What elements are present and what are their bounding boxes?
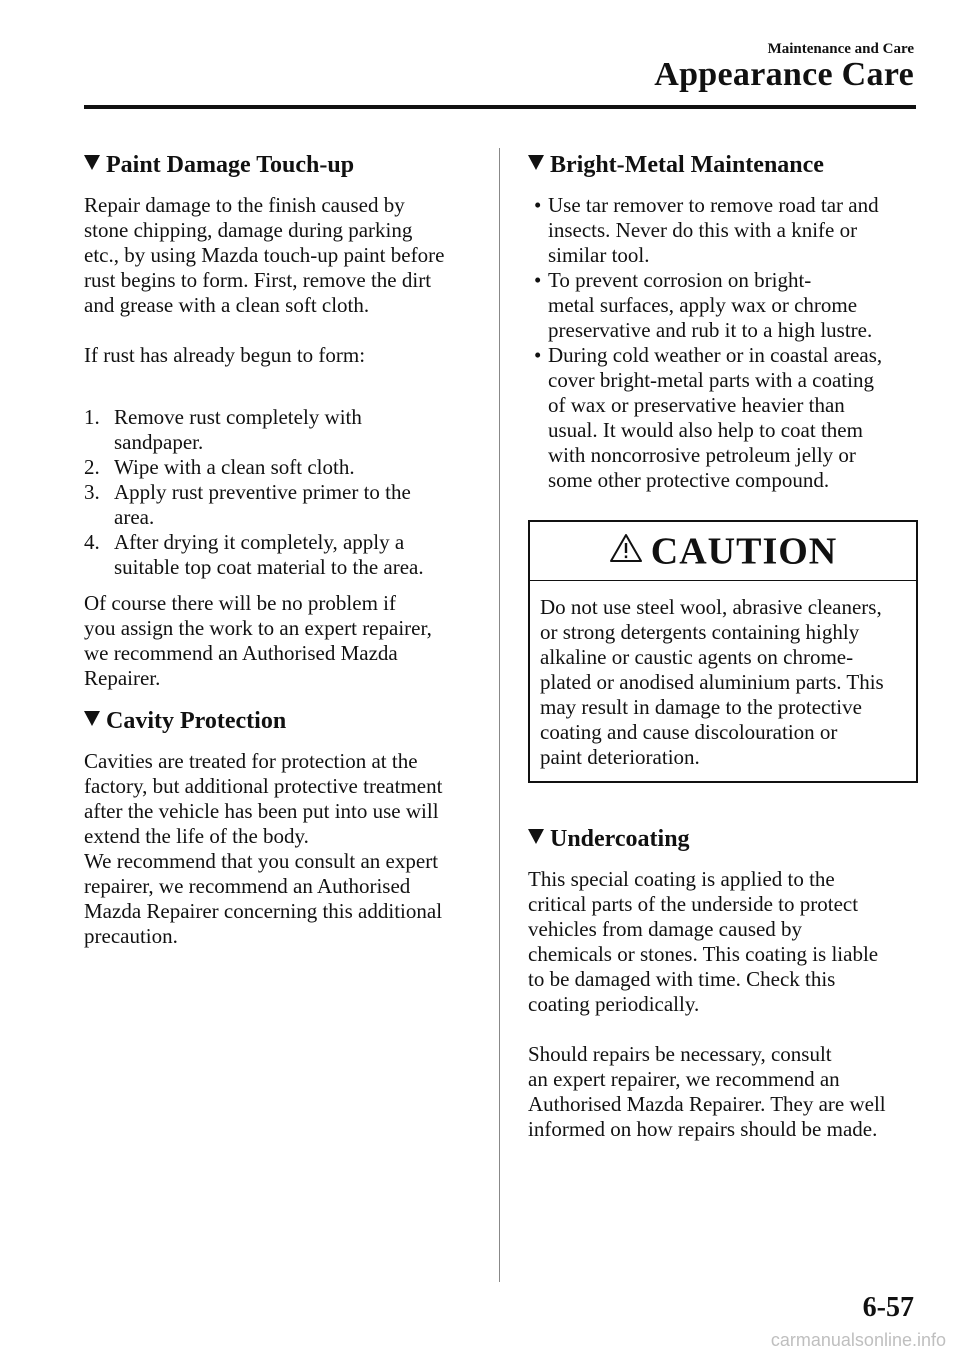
list-item	[528, 268, 918, 343]
list-item	[84, 405, 476, 455]
text-line: etc., by using Mazda touch-up paint before	[84, 243, 445, 267]
text-line: Repair damage to the finish caused by	[84, 193, 405, 217]
text-line: To prevent corrosion on bright-	[548, 268, 812, 292]
bullet-icon: •	[534, 343, 542, 367]
text-line: with noncorrosive petroleum jelly or	[548, 443, 856, 467]
text-line: metal surfaces, apply wax or chrome	[548, 293, 858, 317]
text-line: cover bright-metal parts with a coating	[548, 368, 874, 392]
text-line: stone chipping, damage during parking	[84, 218, 413, 242]
text-line: We recommend that you consult an expert	[84, 849, 439, 873]
text-line: of wax or preservative heavier than	[548, 393, 845, 417]
repairs-paragraph	[528, 1042, 918, 1142]
bullet-icon: •	[534, 268, 542, 292]
rust-intro: If rust has already begun to form:	[84, 343, 366, 367]
text-line: coating and cause discolouration or	[540, 720, 838, 744]
text-line: extend the life of the body.	[84, 824, 309, 848]
text-line: Of course there will be no problem if	[84, 591, 396, 615]
text-line: paint deterioration.	[540, 745, 700, 769]
caution-box	[528, 520, 918, 783]
bright-metal-list	[528, 193, 918, 493]
triangle-down-icon	[528, 155, 544, 170]
text-line: precaution.	[84, 924, 178, 948]
text-line: vehicles from damage caused by	[528, 917, 803, 941]
triangle-down-icon	[84, 711, 100, 726]
triangle-down-icon	[84, 155, 100, 170]
text-line: After drying it completely, apply a	[114, 530, 405, 554]
text-line: repairer, we recommend an Authorised	[84, 874, 411, 898]
text-line: may result in damage to the protective	[540, 695, 862, 719]
text-line: sandpaper.	[114, 430, 204, 454]
header-rule	[84, 105, 916, 109]
text-line: plated or anodised aluminium parts. This	[540, 670, 884, 694]
section-label: Maintenance and Care	[767, 41, 914, 57]
text-line: or strong detergents containing highly	[540, 620, 860, 644]
text-line: an expert repairer, we recommend an	[528, 1067, 840, 1091]
text-line: Use tar remover to remove road tar and	[548, 193, 879, 217]
text-line: you assign the work to an expert repairer,	[84, 616, 432, 640]
caution-body	[530, 581, 916, 781]
step-number: 1.	[84, 405, 100, 429]
column-divider	[499, 148, 500, 1282]
text-line: This special coating is applied to the	[528, 867, 835, 891]
text-line: Authorised Mazda Repairer. They are well	[528, 1092, 886, 1116]
undercoating-heading	[528, 824, 918, 854]
text-line: Wipe with a clean soft cloth.	[114, 455, 355, 479]
bullet-icon: •	[534, 193, 542, 217]
bright-metal-heading	[528, 150, 918, 180]
left-column	[84, 150, 476, 949]
heading-text: Bright-Metal Maintenance	[550, 152, 824, 178]
text-line: after the vehicle has been put into use will	[84, 799, 439, 823]
text-line: Apply rust preventive primer to the	[114, 480, 411, 504]
step-number: 3.	[84, 480, 100, 504]
text-line: some other protective compound.	[548, 468, 830, 492]
paint-touchup-heading	[84, 150, 476, 180]
text-line: we recommend an Authorised Mazda	[84, 641, 398, 665]
text-line: rust begins to form. First, remove the dirt	[84, 268, 432, 292]
text-line: Mazda Repairer concerning this additional	[84, 899, 443, 923]
heading-text: Undercoating	[550, 826, 690, 852]
triangle-down-icon	[528, 829, 544, 844]
list-item	[528, 193, 918, 268]
caution-header	[530, 522, 916, 581]
text-line: preservative and rub it to a high lustre.	[548, 318, 873, 342]
text-line: Should repairs be necessary, consult	[528, 1042, 832, 1066]
page-title: Appearance Care	[654, 56, 914, 93]
text-line: factory, but additional protective treatment	[84, 774, 443, 798]
list-item	[84, 530, 476, 580]
step-number: 2.	[84, 455, 100, 479]
text-line: insects. Never do this with a knife or	[548, 218, 858, 242]
text-line: Remove rust completely with	[114, 405, 362, 429]
text-line: Do not use steel wool, abrasive cleaners,	[540, 595, 882, 619]
text-line: and grease with a clean soft cloth.	[84, 293, 370, 317]
text-line: suitable top coat material to the area.	[114, 555, 424, 579]
page-number: 6-57	[862, 1292, 914, 1323]
text-line: During cold weather or in coastal areas,	[548, 343, 883, 367]
right-column	[528, 150, 918, 1142]
rust-steps-list	[84, 405, 476, 580]
caution-title: CAUTION	[650, 530, 838, 573]
text-line: alkaline or caustic agents on chrome-	[540, 645, 854, 669]
text-line: critical parts of the underside to protect	[528, 892, 859, 916]
repairer-note-paragraph	[84, 591, 476, 691]
cavity-paragraph	[84, 749, 476, 949]
heading-text: Paint Damage Touch-up	[106, 152, 355, 178]
list-item	[84, 480, 476, 530]
list-item	[528, 343, 918, 493]
text-line: Repairer.	[84, 666, 161, 690]
text-line: informed on how repairs should be made.	[528, 1117, 878, 1141]
watermark-text: carmanualsonline.info	[770, 1330, 946, 1350]
text-line: chemicals or stones. This coating is liable	[528, 942, 879, 966]
step-number: 4.	[84, 530, 100, 554]
text-line: area.	[114, 505, 155, 529]
paint-intro-paragraph	[84, 193, 476, 318]
text-line: Cavities are treated for protection at the	[84, 749, 418, 773]
cavity-protection-heading	[84, 706, 476, 736]
text-line: coating periodically.	[528, 992, 700, 1016]
text-line: usual. It would also help to coat them	[548, 418, 863, 442]
heading-text: Cavity Protection	[106, 708, 287, 734]
undercoating-paragraph	[528, 867, 918, 1017]
warning-triangle-icon	[609, 533, 643, 563]
list-item	[84, 455, 476, 480]
text-line: similar tool.	[548, 243, 650, 267]
text-line: to be damaged with time. Check this	[528, 967, 836, 991]
